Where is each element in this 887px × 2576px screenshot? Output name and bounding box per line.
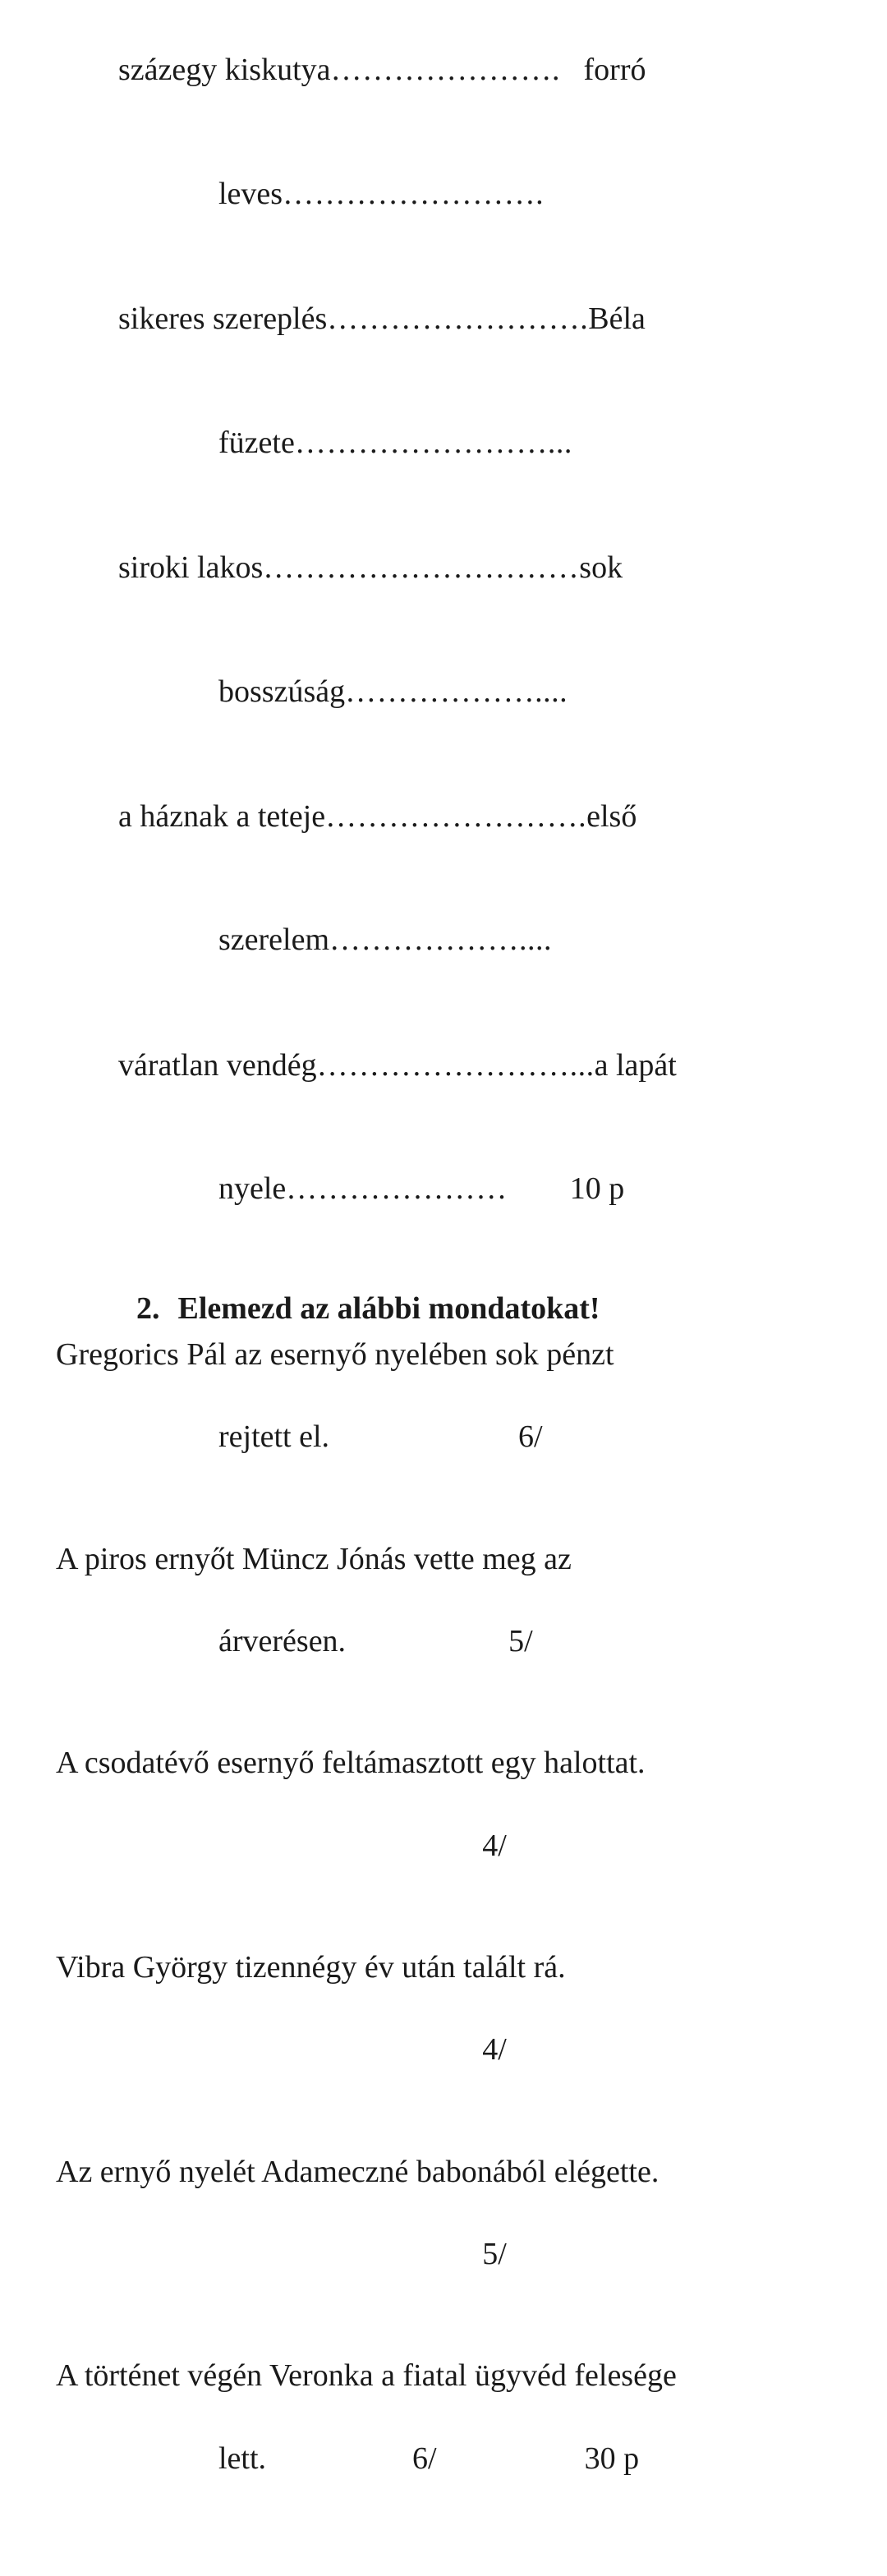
pair-left-term: váratlan vendég	[118, 1047, 317, 1083]
matching-pair-row	[56, 755, 838, 1002]
pair-right-dots: ………………....	[329, 922, 553, 958]
sentence-item	[56, 1539, 838, 1704]
pair-right-dots: …………………….	[283, 176, 545, 211]
task-number: 2.	[136, 1290, 160, 1326]
matching-pair-row	[56, 506, 838, 753]
sentence-points: 4/	[482, 1828, 507, 1863]
pair-right-term: első	[586, 798, 637, 834]
matching-pairs-section	[56, 8, 838, 1251]
sentence-points: 5/	[482, 2236, 507, 2271]
sentence-text: A piros ernyőt Müncz Jónás vette meg az	[56, 1541, 572, 1576]
pair-left-dots: …………………….	[325, 798, 587, 834]
sentence-item	[56, 1334, 838, 1499]
matching-pair-row	[56, 257, 838, 504]
sentence-item	[56, 1742, 838, 1907]
sentence-item	[56, 1947, 838, 2112]
sentence-item	[56, 2151, 838, 2316]
pair-right-dots: ………………....	[345, 674, 568, 709]
sentence-tail: rejtett el.	[218, 1419, 330, 1455]
sentence-points: 6/	[518, 1419, 543, 1455]
task-heading	[56, 1289, 838, 1329]
pair-right-term: sok	[579, 550, 623, 586]
matching-pair-row	[56, 1004, 838, 1251]
sentences-section	[56, 1334, 838, 2520]
pair-left-dots: …………………….	[327, 301, 589, 337]
sentence-points: 6/	[412, 2440, 437, 2476]
pair-left-dots: …………………………	[263, 550, 580, 586]
sentence-item	[56, 2355, 838, 2520]
matching-task-points: 10 p	[569, 1171, 625, 1207]
matching-pair-row	[56, 8, 838, 255]
pair-spacer	[560, 53, 584, 87]
pair-left-term: siroki lakos	[118, 550, 264, 586]
sentence-text: A történet végén Veronka a fiatal ügyvéd felesége	[56, 2358, 677, 2394]
sentence-tail: lett.	[218, 2440, 267, 2476]
sentence-total-points: 30 p	[584, 2440, 640, 2476]
sentence-text: Az ernyő nyelét Adameczné babonából elégette.	[56, 2154, 660, 2189]
sentence-text: Vibra György tizennégy év után talált rá.	[56, 1949, 566, 1985]
sentence-text: Gregorics Pál az esernyő nyelében sok pénzt	[56, 1337, 614, 1373]
pair-right-dots: ……………………...	[294, 425, 572, 460]
pair-right-continuation: szerelem	[218, 922, 330, 958]
sentence-tail: árverésen.	[218, 1624, 347, 1659]
pair-left-term: százegy kiskutya	[118, 53, 331, 88]
pair-left-term: a háznak a teteje	[118, 798, 326, 834]
pair-right-term: a lapát	[594, 1047, 677, 1083]
pair-right-term: forró	[583, 53, 646, 88]
pair-right-continuation: nyele	[218, 1171, 287, 1207]
task-title: Elemezd az alábbi mondatokat!	[177, 1290, 600, 1326]
pair-right-continuation: bosszúság	[218, 674, 346, 709]
pair-left-dots: ……………………...	[316, 1047, 595, 1083]
sentence-text: A csodatévő esernyő feltámasztott egy halottat.	[56, 1746, 646, 1781]
pair-right-dots: …………………	[286, 1171, 508, 1207]
sentence-points: 4/	[482, 2032, 507, 2068]
pair-right-term: Béla	[588, 301, 646, 337]
pair-right-continuation: füzete	[218, 425, 295, 460]
sentence-points: 5/	[508, 1624, 533, 1659]
pair-right-continuation: leves	[218, 176, 283, 211]
pair-left-dots: ………………….	[330, 53, 561, 88]
pair-left-term: sikeres szereplés	[118, 301, 328, 337]
